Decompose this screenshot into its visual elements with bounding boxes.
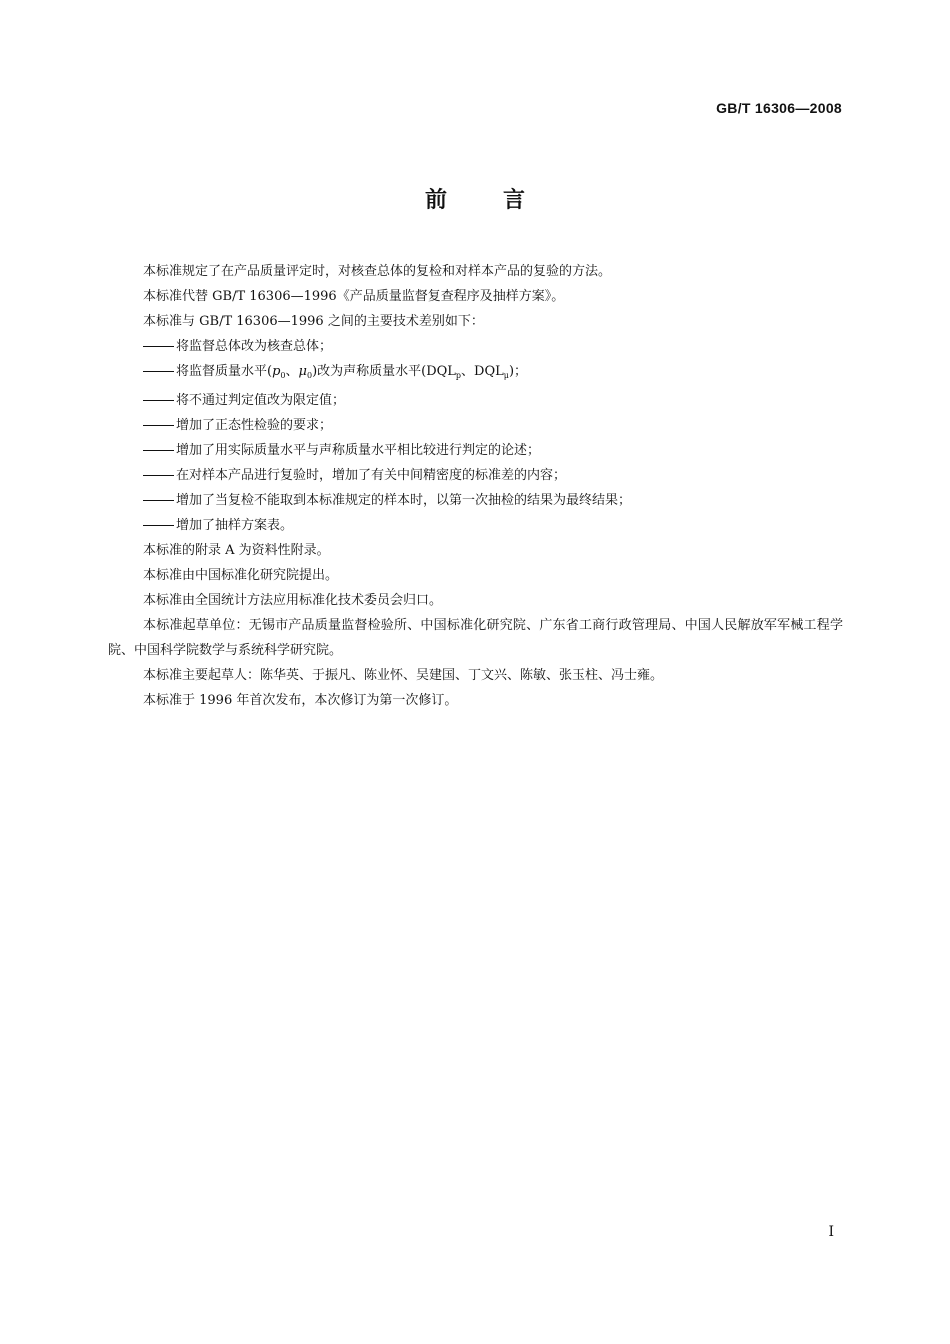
difference-item-text: 将不通过判定值改为限定值； [176,393,346,408]
paragraph-under-jurisdiction: 本标准由全国统计方法应用标准化技术委员会归口。 [143,593,443,608]
math-symbol-mu: μ [298,364,307,379]
paragraph-annex: 本标准的附录 A 为资料性附录。 [143,543,330,558]
subscript: 0 [280,371,286,380]
standard-code: GB/T 16306—2008 [716,100,842,116]
difference-item-4 [108,413,843,438]
em-dash [143,525,174,526]
difference-item-2 [108,359,843,388]
paragraph-replaces: 本标准代替 GB/T 16306—1996《产品质量监督复查程序及抽样方案》。 [143,289,565,304]
em-dash [143,400,174,401]
page-title: 前言 [424,188,581,213]
difference-item-text: 在对样本产品进行复验时，增加了有关中间精密度的标准差的内容； [176,468,567,483]
difference-item-text: 增加了正态性检验的要求； [176,418,333,433]
difference-item-text: 将监督总体改为核查总体； [176,339,333,354]
em-dash [143,450,174,451]
page-number: I [828,1224,834,1240]
subscript: p [455,371,462,380]
em-dash [143,371,174,372]
difference-item-text: 、DQL [461,364,504,379]
paragraph-differences-intro: 本标准与 GB/T 16306—1996 之间的主要技术差别如下： [143,314,484,329]
separator: 、 [285,364,299,379]
paragraph-scope: 本标准规定了在产品质量评定时，对核查总体的复检和对样本产品的复验的方法。 [143,264,612,279]
difference-item-text: )改为声称质量水平(DQL [312,364,456,379]
paragraph-drafters: 本标准主要起草人：陈华英、于振凡、陈业怀、吴建国、丁文兴、陈敏、张玉柱、冯士雍。 [143,668,664,683]
em-dash [143,500,174,501]
em-dash [143,346,174,347]
paragraph-drafting-units: 本标准起草单位：无锡市产品质量监督检验所、中国标准化研究院、广东省工商行政管理局、中国人民解放军军械工程学院、中国科学院数学与系统科学研究院。 [108,618,843,658]
difference-item-text: 增加了用实际质量水平与声称质量水平相比较进行判定的论述； [176,443,541,458]
difference-item-7 [108,488,843,513]
difference-item-text: 增加了抽样方案表。 [176,518,294,533]
difference-item-6 [108,463,843,488]
em-dash [143,475,174,476]
math-symbol-p: p [272,364,281,379]
difference-item-5 [108,438,843,463]
difference-item-8 [108,513,843,538]
difference-item-1 [108,334,843,359]
em-dash [143,425,174,426]
paragraph-history: 本标准于 1996 年首次发布，本次修订为第一次修订。 [143,693,458,708]
difference-item-text: )； [508,364,528,379]
paragraph-proposed-by: 本标准由中国标准化研究院提出。 [143,568,339,583]
difference-item-text: 将监督质量水平( [176,364,273,379]
difference-item-text: 增加了当复检不能取到本标准规定的样本时，以第一次抽检的结果为最终结果； [176,493,632,508]
difference-item-3 [108,388,843,413]
subscript: μ [503,371,509,380]
subscript: 0 [306,371,313,380]
foreword-body [108,259,843,713]
